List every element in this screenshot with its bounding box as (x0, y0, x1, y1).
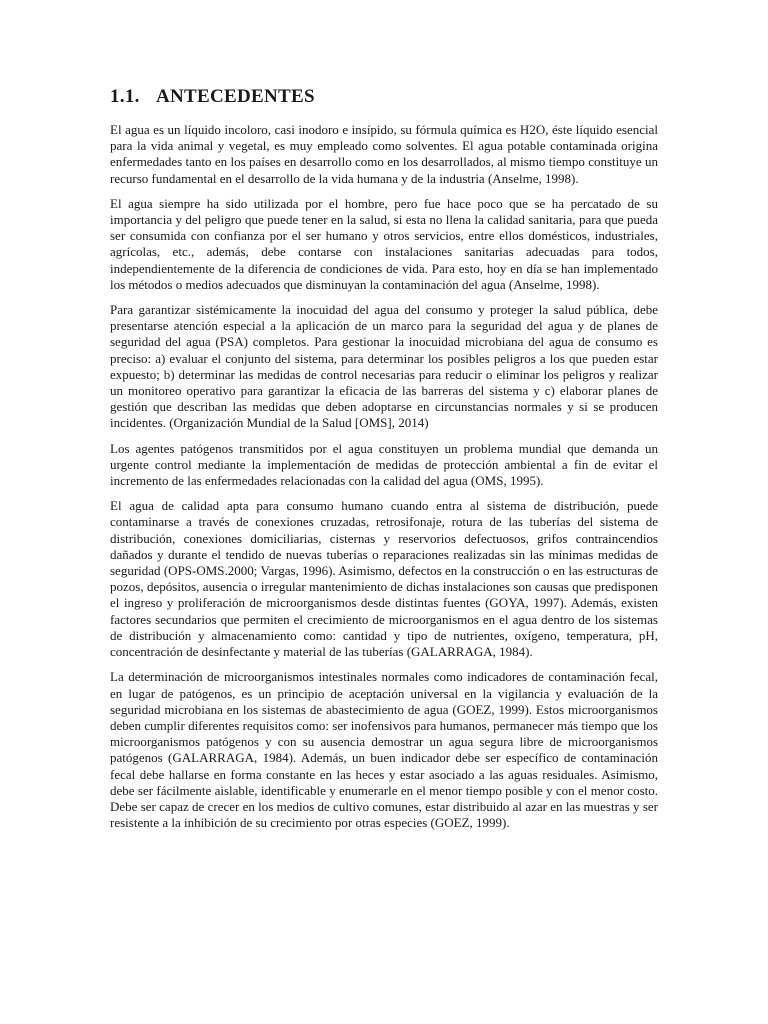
section-title: ANTECEDENTES (156, 86, 315, 107)
paragraph-4: Los agentes patógenos transmitidos por el agua constituyen un problema mundial que demanda un urgente control mediante la implementación de medidas de protección ambiental a fin de evitar el incremento de las enfermedades relacionadas con la calidad del agua (OMS, 1995). (110, 440, 658, 489)
section-heading (110, 86, 658, 108)
paragraph-5: El agua de calidad apta para consumo humano cuando entra al sistema de distribución, puede contaminarse a través de conexiones cruzadas, retrosifonaje, rotura de las tuberías del sistema de distribución, conexiones domiciliarias, cisternas y reservorios defectuosos, grifos contraincendios dañados y durante el tendido de nuevas tuberías o reparaciones realizadas sin las mínimas medidas de seguridad (OPS-OMS.2000; Vargas, 1996). Asimismo, defectos en la construcción o en las estructuras de pozos, depósitos, ausencia o irregular mantenimiento de dichas instalaciones son causas que predisponen el ingreso y proliferación de microorganismos desde distintas fuentes (GOYA, 1997). Además, existen factores secundarios que permiten el crecimiento de microorganismos en el agua dentro de los sistemas de distribución y almacenamiento como: cantidad y tipo de nutrientes, oxígeno, temperatura, pH, concentración de desinfectante y material de las tuberías (GALARRAGA, 1984). (110, 498, 658, 660)
paragraph-1: El agua es un líquido incoloro, casi inodoro e insípido, su fórmula química es H2O, éste líquido esencial para la vida animal y vegetal, es muy empleado como solventes. El agua potable contaminada origina enfermedades tanto en los países en desarrollo como en los desarrollados, al mismo tiempo constituye un recurso fundamental en el desarrollo de la vida humana y de la industria (Anselme, 1998). (110, 122, 658, 186)
document-page (110, 86, 658, 840)
paragraph-3: Para garantizar sistémicamente la inocuidad del agua del consumo y proteger la salud pública, debe presentarse atención especial a la aplicación de un marco para la seguridad del agua y de planes de seguridad del agua (PSA) completos. Para gestionar la inocuidad microbiana del agua de consumo es preciso: a) evaluar el conjunto del sistema, para determinar los posibles peligros a los que pueden estar expuesto; b) determinar las medidas de control necesarias para reducir o eliminar los peligros y realizar un monitoreo operativo para garantizar la eficacia de las barreras del sistema y c) elaborar planes de gestión que describan las medidas que deben adoptarse en circunstancias normales y si se producen incidentes. (Organización Mundial de la Salud [OMS], 2014) (110, 302, 658, 431)
paragraph-2: El agua siempre ha sido utilizada por el hombre, pero fue hace poco que se ha percatado de su importancia y del peligro que puede tener en la salud, si esta no llena la calidad sanitaria, para que pueda ser consumida con confianza por el ser humano y otros servicios, entre ellos domésticos, industriales, agrícolas, etc., además, debe contarse con instalaciones sanitarias adecuadas para todos, independientemente de la diferencia de condiciones de vida. Para esto, hoy en día se han implementado los métodos o medios adecuados que disminuyan la contaminación del agua (Anselme, 1998). (110, 195, 658, 292)
section-number: 1.1. (110, 86, 140, 107)
paragraph-6: La determinación de microorganismos intestinales normales como indicadores de contaminación fecal, en lugar de patógenos, es un principio de aceptación universal en la vigilancia y evaluación de la seguridad microbiana en los sistemas de abastecimiento de agua (GOEZ, 1999). Estos microorganismos deben cumplir diferentes requisitos como: ser inofensivos para humanos, permanecer más tiempo que los microorganismos patógenos y con su ausencia demostrar un agua segura libre de microorganismos patógenos (GALARRAGA, 1984). Además, un buen indicador debe ser específico de contaminación fecal debe hallarse en forma constante en las heces y estar asociado a las aguas residuales. Asimismo, debe ser fácilmente aislable, identificable y enumerarle en el menor tiempo posible y con el menor costo. Debe ser capaz de crecer en los medios de cultivo comunes, estar distribuido al azar en las muestras y ser resistente a la inhibición de su crecimiento por otras especies (GOEZ, 1999). (110, 669, 658, 831)
